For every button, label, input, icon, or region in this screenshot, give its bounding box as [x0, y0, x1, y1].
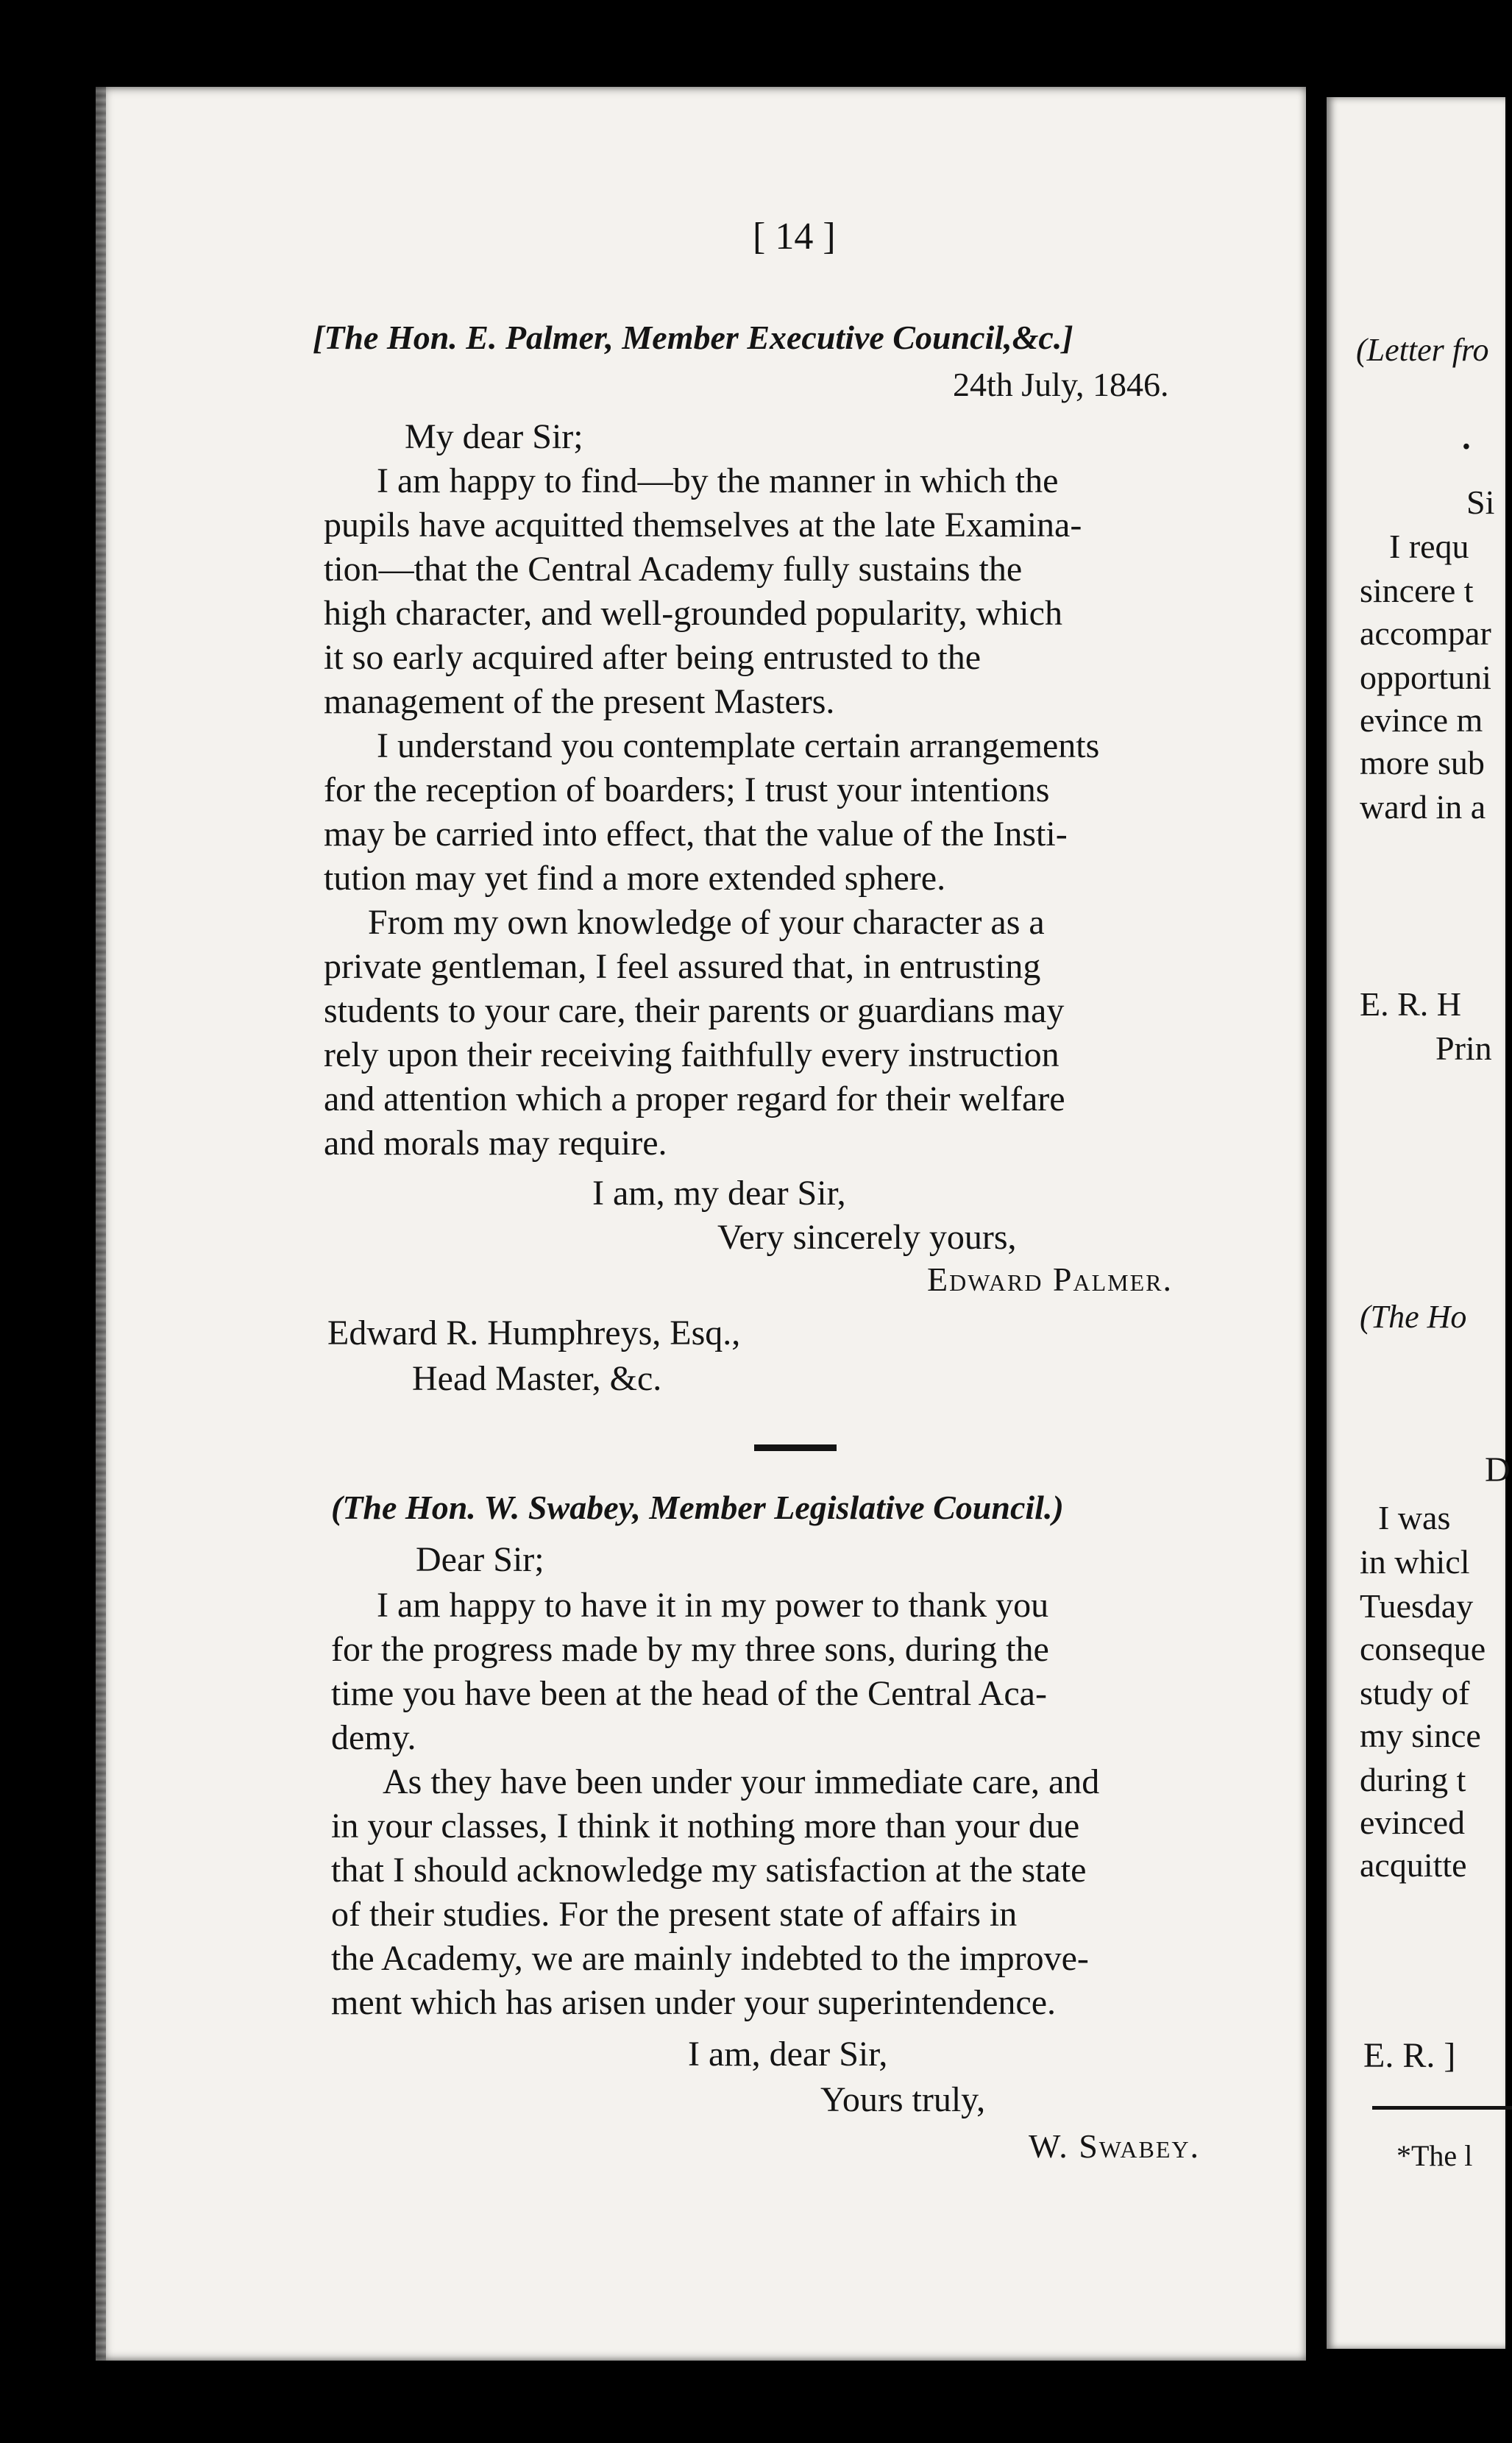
letter1-line: may be carried into effect, that the value of the Insti- — [324, 815, 1068, 854]
right-line: study of — [1360, 1674, 1470, 1712]
right-footnote: *The l — [1396, 2139, 1473, 2172]
right-line: acquitte — [1360, 1846, 1467, 1884]
letter1-line: management of the present Masters. — [324, 682, 835, 721]
section-divider — [754, 1444, 837, 1451]
right-name: E. R. ] — [1363, 2036, 1456, 2075]
letter2-line: of their studies. For the present state of affairs in — [331, 1895, 1018, 1934]
page-number: [ 14 ] — [753, 216, 836, 258]
right-line: evince m — [1360, 701, 1483, 739]
letter1-line: rely upon their receiving faithfully every instruction — [324, 1035, 1060, 1074]
right-line: accompar — [1360, 614, 1491, 652]
right-line: during t — [1360, 1761, 1466, 1798]
right-heading: (Letter fro — [1356, 332, 1489, 368]
right-heading: (The Ho — [1360, 1299, 1467, 1335]
right-line: I requ — [1389, 528, 1469, 565]
right-line: in whicl — [1360, 1543, 1470, 1581]
left-page — [96, 87, 1306, 2361]
right-line: Tuesday — [1360, 1587, 1474, 1625]
letter1-date: 24th July, 1846. — [953, 366, 1169, 403]
letter1-line: it so early acquired after being entrusted to the — [324, 638, 981, 677]
right-line: opportuni — [1360, 659, 1491, 696]
letter2-line: for the progress made by my three sons, during the — [331, 1630, 1049, 1669]
letter1-salutation: My dear Sir; — [405, 417, 583, 456]
letter1-line: I understand you contemplate certain arrangements — [377, 726, 1100, 765]
letter1-addressee: Edward R. Humphreys, Esq., — [327, 1313, 741, 1352]
letter2-signature: W. Swabey. — [1029, 2127, 1201, 2165]
right-line: more sub — [1360, 744, 1485, 781]
right-page — [1327, 97, 1511, 2349]
right-line: ward in a — [1360, 788, 1486, 826]
letter1-line: for the reception of boarders; I trust your intentions — [324, 770, 1050, 809]
letter1-line: high character, and well-grounded popularity, which — [324, 594, 1062, 633]
letter1-heading: [The Hon. E. Palmer, Member Executive Council,&c.] — [313, 319, 1073, 356]
letter2-line: that I should acknowledge my satisfaction at the state — [331, 1851, 1087, 1890]
letter1-line: and attention which a proper regard for their welfare — [324, 1079, 1065, 1118]
right-name: E. R. H — [1360, 985, 1461, 1023]
letter2-salutation: Dear Sir; — [416, 1540, 544, 1579]
letter2-line: in your classes, I think it nothing more than your due — [331, 1806, 1080, 1845]
right-title: Prin — [1435, 1029, 1492, 1067]
letter1-line: pupils have acquitted themselves at the late Examina- — [324, 506, 1082, 545]
letter1-closing: Very sincerely yours, — [717, 1218, 1017, 1257]
right-line: conseque — [1360, 1630, 1486, 1667]
right-initial: D — [1485, 1450, 1511, 1489]
letter2-line: ment which has arisen under your superintendence. — [331, 1983, 1057, 2022]
letter1-closing: I am, my dear Sir, — [592, 1174, 846, 1213]
right-line: sincere t — [1360, 572, 1474, 609]
right-line: I was — [1378, 1499, 1451, 1536]
letter1-addressee: Head Master, &c. — [412, 1359, 662, 1398]
right-line: my since — [1360, 1717, 1481, 1754]
page-gutter — [1306, 87, 1327, 2383]
footnote-rule — [1372, 2106, 1512, 2110]
letter1-signature: Edward Palmer. — [927, 1260, 1174, 1298]
letter1-line: students to your care, their parents or guardians may — [324, 991, 1065, 1030]
letter2-line: I am happy to have it in my power to thank you — [377, 1586, 1049, 1625]
letter2-line: As they have been under your immediate care, and — [383, 1762, 1100, 1801]
letter2-heading: (The Hon. W. Swabey, Member Legislative Council.) — [331, 1489, 1064, 1526]
right-line: evinced — [1360, 1804, 1466, 1841]
letter2-line: the Academy, we are mainly indebted to the improve- — [331, 1939, 1089, 1978]
right-line: Si — [1466, 483, 1495, 521]
letter2-line: demy. — [331, 1718, 416, 1757]
letter2-closing: Yours truly, — [820, 2080, 986, 2119]
letter1-line: private gentleman, I feel assured that, in entrusting — [324, 947, 1041, 986]
letter1-line: tion—that the Central Academy fully sustains the — [324, 550, 1023, 589]
letter2-line: time you have been at the head of the Central Aca- — [331, 1674, 1047, 1713]
letter2-closing: I am, dear Sir, — [688, 2035, 888, 2074]
letter1-line: tution may yet find a more extended sphere. — [324, 859, 946, 898]
letter1-line: and morals may require. — [324, 1124, 667, 1163]
letter1-line: I am happy to find—by the manner in which the — [377, 461, 1059, 500]
right-bullet: • — [1463, 436, 1470, 458]
letter1-line: From my own knowledge of your character as a — [368, 903, 1045, 942]
